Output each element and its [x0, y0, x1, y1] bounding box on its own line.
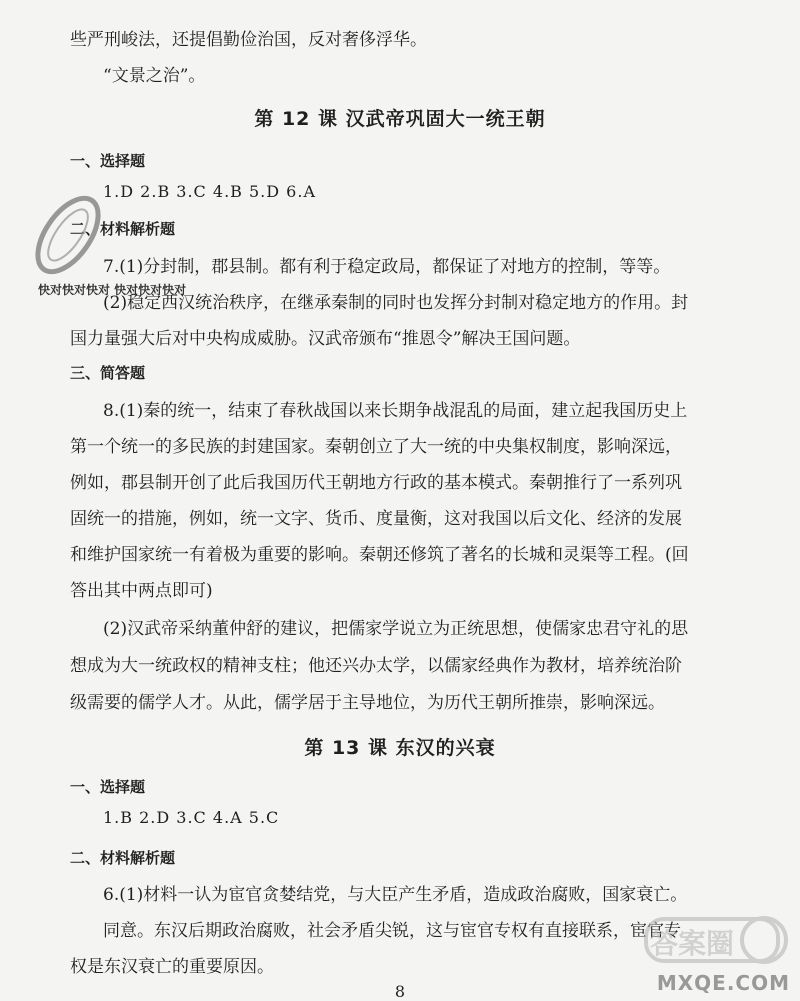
lesson-12-q8-line-6: 答出其中两点即可): [70, 581, 213, 601]
lesson-12-q7-line-3: 国力量强大后对中央构成威胁。汉武帝颁布“推恩令”解决王国问题。: [70, 329, 581, 349]
lesson-12-q8-line-1: 8.(1)秦的统一，结束了春秋战国以来长期争战混乱的局面，建立起我国历史上: [103, 401, 688, 421]
lesson-12-q7-line-1: 7.(1)分封制，郡县制。都有利于稳定政局，都保证了对地方的控制，等等。: [103, 257, 671, 277]
lesson-12-section-3: 三、简答题: [70, 364, 146, 382]
stamp-watermark-text: 快对快对快对 快对快对快对: [38, 283, 187, 297]
lesson-12-q7-line-2: (2)稳定西汉统治秩序，在继承秦制的同时也发挥分封制对稳定地方的作用。封: [103, 293, 689, 313]
lesson-12-section-1: 一、选择题: [70, 152, 146, 170]
lesson-12-q8-line-3: 例如，郡县制开创了此后我国历代王朝地方行政的基本模式。秦朝推行了一系列巩: [70, 473, 682, 493]
corner-watermark-site: MXQE.COM: [656, 971, 790, 995]
lesson-12-q8-line-9: 级需要的儒学人才。从此，儒学居于主导地位，为历代王朝所推崇，影响深远。: [70, 693, 665, 713]
lesson-12-answers-1: 1.D 2.B 3.C 4.B 5.D 6.A: [103, 182, 316, 201]
lesson-13-q6-line-2: 同意。东汉后期政治腐败，社会矛盾尖锐，这与宦官专权有直接联系，宦官专: [103, 921, 681, 941]
lesson-12-q8-line-8: 想成为大一统政权的精神支柱；他还兴办太学，以儒家经典作为教材，培养统治阶: [70, 656, 682, 676]
lesson-12-title: 第 12 课 汉武帝巩固大一统王朝: [254, 108, 546, 130]
corner-watermark-logo-text: 答案圈: [650, 927, 735, 960]
lesson-13-title: 第 13 课 东汉的兴衰: [304, 737, 496, 759]
lesson-12-q8-line-2: 第一个统一的多民族的封建国家。秦朝创立了大一统的中央集权制度，影响深远，: [70, 437, 682, 457]
lesson-13-q6-line-1: 6.(1)材料一认为宦官贪婪结党，与大臣产生矛盾，造成政治腐败，国家衰亡。: [103, 885, 688, 905]
page-number: 8: [394, 982, 406, 1001]
intro-line-1: 些严刑峻法，还提倡勤俭治国，反对奢侈浮华。: [70, 30, 427, 50]
lesson-13-section-1: 一、选择题: [70, 778, 146, 796]
lesson-12-q8-line-4: 固统一的措施，例如，统一文字、货币、度量衡，这对我国以后文化、经济的发展: [70, 509, 682, 529]
intro-line-2: “文景之治”。: [103, 66, 206, 86]
lesson-13-q6-line-3: 权是东汉衰亡的重要原因。: [70, 957, 274, 977]
lesson-13-section-2: 二、材料解析题: [70, 849, 176, 867]
lesson-12-q8-line-5: 和维护国家统一有着极为重要的影响。秦朝还修筑了著名的长城和灵渠等工程。(回: [70, 545, 689, 565]
lesson-12-section-2: 二、材料解析题: [70, 220, 176, 238]
stamp-watermark-icon: [18, 190, 118, 280]
lesson-12-q8-line-7: (2)汉武帝采纳董仲舒的建议，把儒家学说立为正统思想，使儒家忠君守礼的思: [103, 619, 689, 639]
lesson-13-answers-1: 1.B 2.D 3.C 4.A 5.C: [103, 808, 280, 827]
